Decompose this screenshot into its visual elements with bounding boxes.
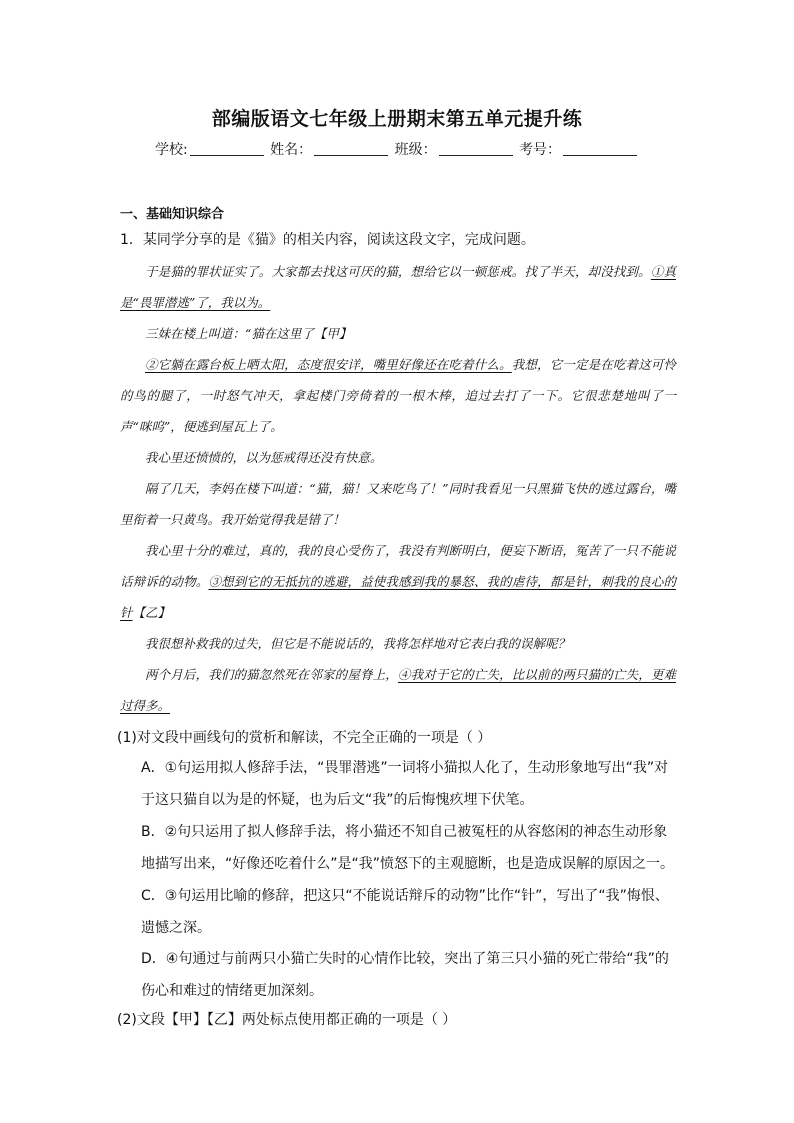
name-blank[interactable] xyxy=(314,141,388,156)
option-c[interactable]: C．③句运用比喻的修辞，把这只“不能说话辩斥的动物”比作“针”，写出了“我”悔恨、遗憾之深。 xyxy=(141,888,669,936)
passage-paragraph xyxy=(120,256,676,318)
passage-text: 我心里还愤愤的，以为惩戒得还没有快意。 xyxy=(145,450,383,465)
underlined-sentence-3: ③想到它的无抵抗的逃避，益使我感到我的暴怒、我的虐待，都是针，刺我的良心的针 xyxy=(120,574,676,620)
class-label: 班级： xyxy=(394,142,437,158)
school-blank[interactable] xyxy=(190,141,264,156)
underlined-sentence-2: ②它躺在露台板上晒太阳，态度很安详，嘴里好像还在吃着什么。 xyxy=(145,357,512,372)
reading-passage xyxy=(120,256,676,721)
question-1-stem: 1．某同学分享的是《猫》的相关内容，阅读这段文字，完成问题。 xyxy=(120,232,535,248)
class-blank[interactable] xyxy=(439,141,513,156)
passage-paragraph xyxy=(120,473,676,535)
passage-paragraph xyxy=(120,535,676,628)
passage-paragraph xyxy=(120,659,676,721)
underlined-sentence-1: ①真是“畏罪潜逃”了，我以为。 xyxy=(120,264,676,310)
student-info-line xyxy=(0,139,794,159)
passage-paragraph xyxy=(120,318,676,349)
name-label: 姓名： xyxy=(270,142,313,158)
sub-question-1: (1)对文段中画线句的赏析和解读，不完全正确的一项是（ ） xyxy=(117,730,492,746)
option-b[interactable]: B．②句只运用了拟人修辞手法，将小猫还不知自己被冤枉的从容悠闲的神态生动形象地描写出来，“好像还吃着什么”是“我”愤怒下的主观臆断，也是造成误解的原因之一。 xyxy=(141,824,675,872)
passage-paragraph xyxy=(120,628,676,659)
passage-text: 两个月后，我们的猫忽然死在邻家的屋脊上， xyxy=(145,667,398,682)
page-title: 部编版语文七年级上册期末第五单元提升练 xyxy=(211,108,583,130)
passage-text: 三妹在楼上叫道：“猫在这里了【甲】 xyxy=(145,326,352,341)
passage-paragraph xyxy=(120,442,676,473)
passage-paragraph xyxy=(120,349,676,442)
number-blank[interactable] xyxy=(563,141,637,156)
option-d[interactable]: D．④句通过与前两只小猫亡失时的心情作比较，突出了第三只小猫的死亡带给“我”的伤心和难过的情绪更加深刻。 xyxy=(141,951,669,999)
number-label: 考号： xyxy=(519,142,562,158)
sub-question-2: (2)文段【甲】【乙】两处标点使用都正确的一项是（ ） xyxy=(117,1012,457,1028)
passage-text: 我想，它一定是在吃着这可怜的鸟的腿了，一时怒气冲天，拿起楼门旁倚着的一根木棒，追过去打了一下。它很悲楚地叫了一声“咪呜”，便逃到屋瓦上了。 xyxy=(120,357,676,434)
passage-text: 我很想补救我的过失，但它是不能说话的，我将怎样地对它表白我的误解呢？ xyxy=(145,636,571,651)
passage-text: 于是猫的罪状证实了。大家都去找这可厌的猫，想给它以一顿惩戒。找了半天，却没找到。 xyxy=(145,264,651,279)
school-label: 学校: xyxy=(154,142,188,158)
passage-text: 我心里十分的难过，真的，我的良心受伤了，我没有判断明白，便妄下断语，冤苦了一只不能说话辩诉的动物。 xyxy=(120,543,676,589)
passage-text: 隔了几天，李妈在楼下叫道：“猫，猫！又来吃鸟了！”同时我看见一只黑猫飞快的逃过露台，嘴里衔着一只黄鸟。我开始觉得我是错了！ xyxy=(120,481,676,527)
underlined-sentence-4: ④我对于它的亡失，比以前的两只猫的亡失，更难过得多。 xyxy=(120,667,676,713)
section-heading: 一、基础知识综合 xyxy=(120,207,225,222)
passage-text: 【乙】 xyxy=(132,605,171,620)
option-a[interactable]: A．①句运用拟人修辞手法，“畏罪潜逃”一词将小猫拟人化了，生动形象地写出“我”对于这只猫自以为是的怀疑，也为后文“我”的后悔愧疚埋下伏笔。 xyxy=(141,760,669,808)
